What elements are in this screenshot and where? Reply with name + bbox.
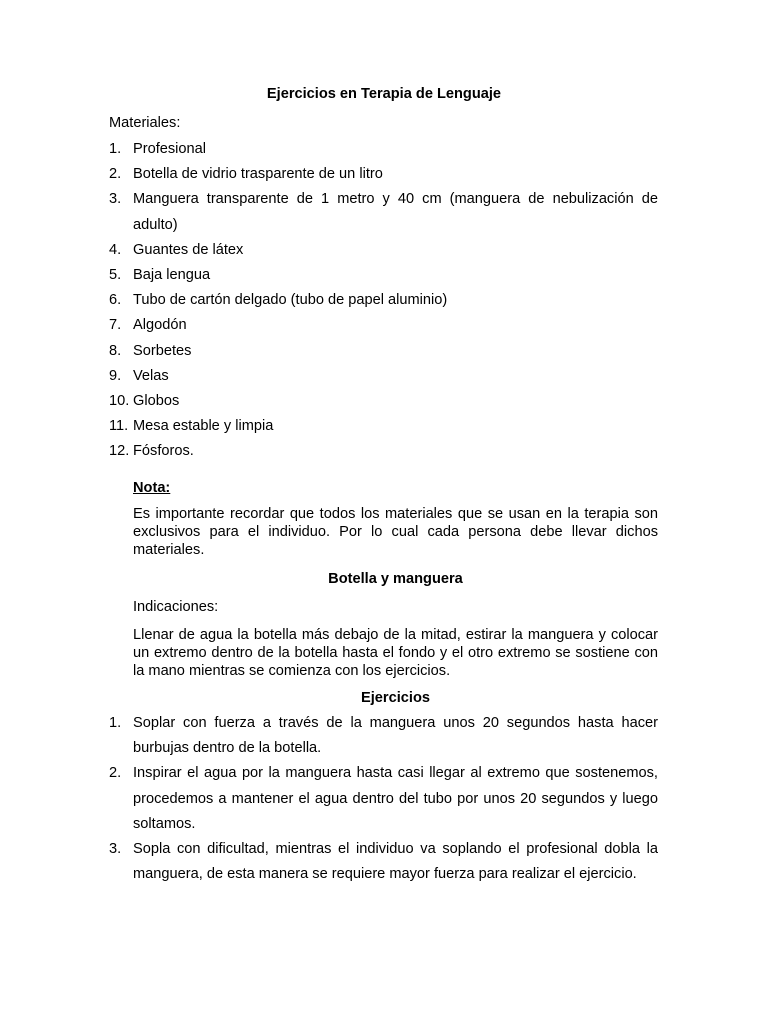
materials-list xyxy=(109,137,658,465)
list-item xyxy=(109,263,658,288)
list-number: 5. xyxy=(109,267,122,284)
note-paragraph: Es importante recordar que todos los materiales que se usan en la terapia son exclusivos para el individuo. Por lo cual cada persona debe llevar dichos materiales. xyxy=(133,506,658,558)
exercises-list xyxy=(109,711,658,887)
list-text: Sorbetes xyxy=(133,342,192,359)
list-text: Algodón xyxy=(133,317,187,334)
list-number: 1. xyxy=(109,141,122,157)
list-item xyxy=(109,162,658,187)
materials-label: Materiales: xyxy=(109,115,181,131)
list-text: Tubo de cartón delgado (tubo de papel aluminio) xyxy=(133,292,448,309)
section-title: Botella y manguera xyxy=(328,571,463,587)
document-title: Ejercicios en Terapia de Lenguaje xyxy=(266,86,502,102)
list-item xyxy=(109,364,658,389)
list-text: Guantes de látex xyxy=(133,241,244,258)
list-number: 3. xyxy=(109,841,122,858)
list-number: 10. xyxy=(109,393,130,410)
note-label: Nota: xyxy=(133,480,171,496)
list-item xyxy=(109,313,658,338)
list-number: 9. xyxy=(109,367,122,384)
list-number: 4. xyxy=(109,241,122,258)
list-item xyxy=(109,414,658,439)
list-number: 3. xyxy=(109,191,122,208)
list-number: 11. xyxy=(109,418,129,435)
list-number: 6. xyxy=(109,292,122,309)
list-text: Botella de vidrio trasparente de un litro xyxy=(133,166,383,183)
exercises-title: Ejercicios xyxy=(361,690,430,706)
list-text: Sopla con dificultad, mientras el individuo va soplando el profesional dobla la manguera, de esta manera se requiere mayor fuerza para realizar el ejercicio. xyxy=(133,841,658,883)
list-item xyxy=(109,288,658,313)
list-item xyxy=(109,187,658,237)
list-number: 2. xyxy=(109,166,122,183)
list-item xyxy=(109,837,658,887)
list-text: Fósforos. xyxy=(133,443,194,460)
list-item xyxy=(109,389,658,414)
list-text: Inspirar el agua por la manguera hasta casi llegar al extremo que sostenemos, procedemos a mantener el agua dentro del tubo por unos 20 segundos y luego soltamos. xyxy=(133,765,658,832)
list-item xyxy=(109,238,658,263)
list-text: Mesa estable y limpia xyxy=(133,418,274,435)
list-text: Baja lengua xyxy=(133,267,211,284)
list-text: Soplar con fuerza a través de la manguera unos 20 segundos hasta hacer burbujas dentro de la botella. xyxy=(133,715,658,757)
list-text: Velas xyxy=(133,367,169,384)
indications-label: Indicaciones: xyxy=(133,599,219,615)
indications-paragraph: Llenar de agua la botella más debajo de la mitad, estirar la manguera y colocar un extremo dentro de la botella hasta el fondo y el otro extremo se sostiene con la mano mientras se comienza con los ejercicios. xyxy=(133,627,658,679)
list-item xyxy=(109,711,658,761)
list-number: 12. xyxy=(109,443,130,460)
list-item xyxy=(109,339,658,364)
list-number: 2. xyxy=(109,765,122,782)
list-text: Profesional xyxy=(133,141,207,157)
list-text: Manguera transparente de 1 metro y 40 cm (manguera de nebulización de adulto) xyxy=(133,191,658,233)
list-number: 7. xyxy=(109,317,122,334)
list-item xyxy=(109,137,658,162)
list-item xyxy=(109,761,658,837)
list-text: Globos xyxy=(133,393,180,410)
list-number: 1. xyxy=(109,715,122,731)
list-item xyxy=(109,439,658,464)
list-number: 8. xyxy=(109,342,122,359)
